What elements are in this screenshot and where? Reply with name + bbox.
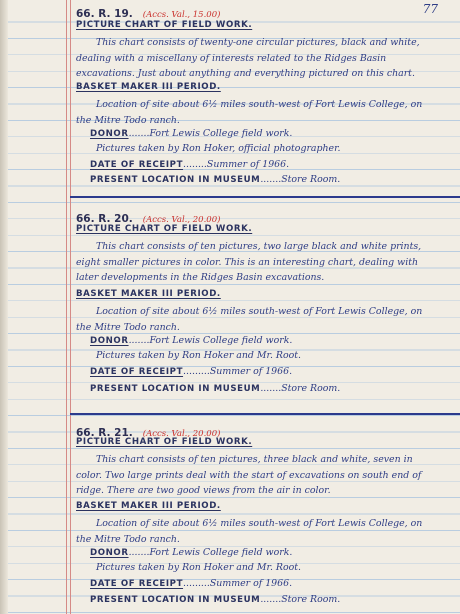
receipt-value: Summer of 1966. [206,159,290,170]
donor-label: DONOR [90,336,129,346]
donor-dots: ....... [128,335,150,346]
accession-number: 66. R. 20. [76,213,133,225]
pictures-credit: Pictures taken by Ron Hoker, official photographer. [96,143,341,154]
present-location-value: Store Room. [281,594,341,605]
present-location-label: PRESENT LOCATION IN MUSEUM [90,384,261,394]
receipt-dots: ......... [183,578,210,589]
receipt-line [90,159,289,170]
donor-value: Fort Lewis College field work. [149,547,293,558]
receipt-label: DATE OF RECEIPT [90,160,184,170]
entry-heading: PICTURE CHART OF FIELD WORK. [76,20,253,30]
present-location-dots: ....... [260,174,282,185]
donor-label: DONOR [90,548,129,558]
entry-location: Location of site about 6½ miles south-west of Fort Lewis College, on the Mitre Todo ranch. [76,99,423,126]
present-location-line [90,594,340,605]
donor-dots: ....... [128,547,150,558]
donor-label: DONOR [90,129,129,139]
present-location-line [90,383,340,394]
entry-period: BASKET MAKER III PERIOD. [76,289,221,299]
entry-heading: PICTURE CHART OF FIELD WORK. [76,437,253,447]
entry-location: Location of site about 6½ miles south-west of Fort Lewis College, on the Mitre Todo ranch. [76,518,423,545]
receipt-line [90,578,292,589]
entry-location: Location of site about 6½ miles south-west of Fort Lewis College, on the Mitre Todo ranch. [76,306,423,333]
donor-line [90,128,292,139]
present-location-label: PRESENT LOCATION IN MUSEUM [90,595,261,605]
present-location-label: PRESENT LOCATION IN MUSEUM [90,175,261,185]
receipt-dots: ........ [183,159,207,170]
entry-period: BASKET MAKER III PERIOD. [76,501,221,511]
donor-value: Fort Lewis College field work. [149,335,293,346]
present-location-line [90,174,340,185]
receipt-line [90,366,292,377]
entry-header [76,2,220,21]
entry-separator [70,196,460,198]
accession-value: (Accs. Val., 20.00) [142,429,221,439]
accession-number: 66. R. 21. [76,427,133,439]
accession-number: 66. R. 19. [76,8,133,20]
entry-description: This chart consists of ten pictures, two large black and white prints, eight smaller pictures in color. This is an interesting chart, dealing with later developments in the Ridges Basin excavations. [76,241,422,283]
receipt-value: Summer of 1966. [209,366,293,377]
donor-value: Fort Lewis College field work. [149,128,293,139]
accession-value: (Accs. Val., 20.00) [142,215,221,225]
receipt-value: Summer of 1966. [209,578,293,589]
receipt-dots: ......... [183,366,210,377]
receipt-label: DATE OF RECEIPT [90,367,184,377]
donor-dots: ....... [128,128,150,139]
accession-value: (Accs. Val., 15.00) [142,10,221,20]
present-location-dots: ....... [260,594,282,605]
present-location-value: Store Room. [281,174,341,185]
entry-description: This chart consists of ten pictures, three black and white, seven in color. Two large prints deal with the start of excavations on south end of ridge. There are two good views from the air in color. [76,454,422,496]
page-binding-edge [0,0,8,614]
present-location-dots: ....... [260,383,282,394]
entry-period: BASKET MAKER III PERIOD. [76,82,221,92]
present-location-value: Store Room. [281,383,341,394]
donor-line [90,335,292,346]
entry-separator [70,413,460,415]
receipt-label: DATE OF RECEIPT [90,579,184,589]
page-number: 77 [422,2,438,16]
entry-heading: PICTURE CHART OF FIELD WORK. [76,224,253,234]
pictures-credit: Pictures taken by Ron Hoker and Mr. Root. [96,350,302,361]
pictures-credit: Pictures taken by Ron Hoker and Mr. Root. [96,562,302,573]
entry-description: This chart consists of twenty-one circular pictures, black and white, dealing with a miscellany of interests related to the Ridges Basin excavations. Just about anything and everything pictured on this chart. [76,37,420,79]
donor-line [90,547,292,558]
